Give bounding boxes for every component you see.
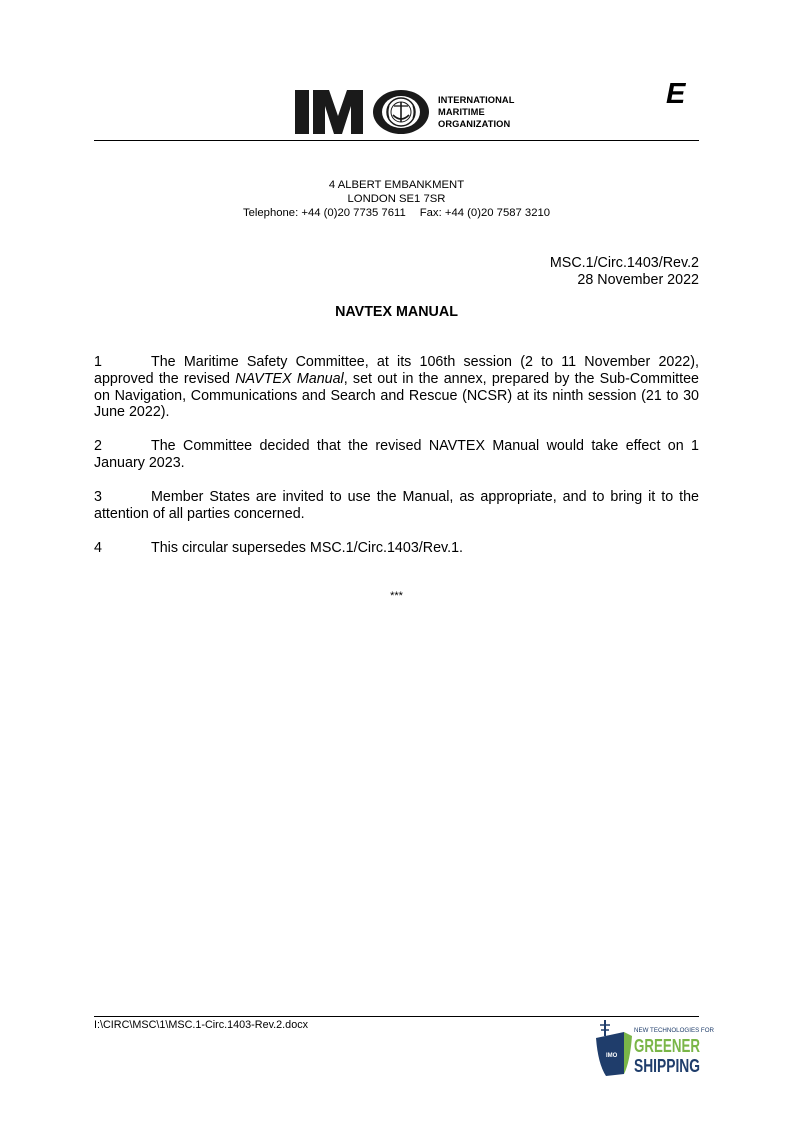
paragraph-number: 2	[94, 438, 102, 454]
paragraph-number: 1	[94, 354, 102, 370]
org-name-line: INTERNATIONAL	[438, 95, 515, 105]
manual-title-emphasis: NAVTEX Manual	[235, 370, 344, 387]
imo-emblem-icon	[387, 98, 415, 126]
paragraph-text: Member States are invited to use the Manual, as appropriate, and to bring it to the attention of all parties concerned.	[94, 489, 699, 522]
logo-greener: GREENER	[634, 1036, 701, 1056]
telephone: Telephone: +44 (0)20 7735 7611	[242, 207, 406, 219]
footer-file-path: I:\CIRC\MSC\1\MSC.1-Circ.1403-Rev.2.docx	[94, 1019, 308, 1031]
contact-line	[94, 206, 699, 220]
language-mark: E	[666, 78, 686, 110]
paragraph-text: The Maritime Safety Committee, at its 106th session (2 to 11 November 2022), approved the revised	[94, 354, 699, 387]
paragraph-text: This circular supersedes MSC.1/Circ.1403/Rev.1.	[151, 540, 463, 556]
header-divider	[94, 140, 699, 141]
section-separator: ***	[390, 590, 403, 602]
logo-tagline: NEW TECHNOLOGIES FOR	[634, 1027, 714, 1034]
paragraph-2	[94, 438, 699, 472]
document-reference	[400, 255, 699, 289]
paragraph-4	[94, 540, 699, 557]
paragraph-number: 3	[94, 489, 102, 505]
logo-shipping: SHIPPING	[634, 1056, 700, 1076]
greener-shipping-logo	[594, 1018, 714, 1080]
paragraph-1	[94, 354, 699, 421]
organization-name	[438, 94, 515, 130]
footer-divider	[94, 1016, 699, 1017]
paragraph-number: 4	[94, 540, 102, 556]
paragraph-text: , set out in the annex, prepared by the Sub-Committee on Navigation, Communications and Search and Rescue (NCSR) at its ninth session (21 to 30 June 2022).	[94, 370, 699, 421]
fax: Fax: +44 (0)20 7587 3210	[419, 207, 551, 219]
document-date: 28 November 2022	[577, 272, 699, 288]
ship-mast-icon	[600, 1020, 610, 1036]
imo-logo	[295, 88, 431, 136]
address-city: LONDON SE1 7SR	[347, 193, 446, 205]
paragraph-3	[94, 489, 699, 523]
org-name-line: MARITIME	[438, 107, 485, 117]
document-title: NAVTEX MANUAL	[335, 304, 458, 320]
logo-badge: IMO	[606, 1053, 618, 1059]
paragraph-text: The Committee decided that the revised NAVTEX Manual would take effect on 1 January 2023.	[94, 438, 699, 471]
org-name-line: ORGANIZATION	[438, 119, 511, 129]
address-street: 4 ALBERT EMBANKMENT	[328, 179, 465, 191]
document-symbol: MSC.1/Circ.1403/Rev.2	[549, 255, 699, 271]
address-block	[94, 178, 699, 220]
